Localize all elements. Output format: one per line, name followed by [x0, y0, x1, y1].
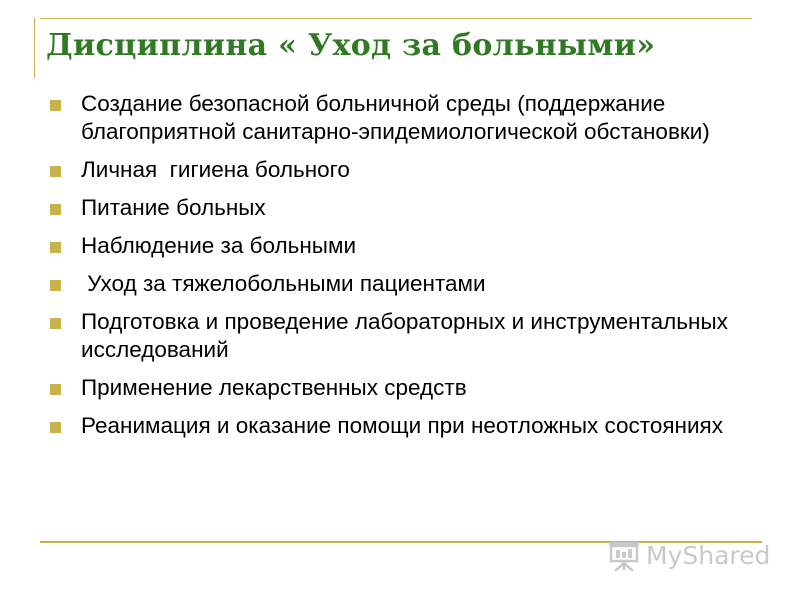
- top-divider: [40, 18, 752, 19]
- bullet-list: [47, 90, 757, 450]
- watermark-text: MyShared: [646, 541, 771, 570]
- bullet-item: [47, 194, 757, 222]
- square-bullet-icon: [50, 280, 61, 291]
- left-divider: [34, 18, 35, 78]
- square-bullet-icon: [50, 422, 61, 433]
- square-bullet-icon: [50, 318, 61, 329]
- bullet-text: Подготовка и проведение лабораторных и инструментальных исследований: [81, 309, 735, 362]
- bullet-item: [47, 412, 757, 440]
- square-bullet-icon: [50, 204, 61, 215]
- bullet-text: Питание больных: [81, 195, 266, 220]
- square-bullet-icon: [50, 166, 61, 177]
- bullet-item: [47, 90, 757, 146]
- bullet-text: Наблюдение за больными: [81, 233, 357, 258]
- bullet-text: Реанимация и оказание помощи при неотложных состояниях: [81, 413, 723, 438]
- bullet-item: [47, 308, 757, 364]
- square-bullet-icon: [50, 100, 61, 111]
- bullet-text: Создание безопасной больничной среды (поддержание благоприятной санитарно-эпидемиологической обстановки): [81, 91, 710, 144]
- square-bullet-icon: [50, 242, 61, 253]
- bullet-item: [47, 374, 757, 402]
- bullet-item: [47, 232, 757, 260]
- bullet-item: [47, 270, 757, 298]
- slide-title: Дисциплина « Уход за больными»: [46, 28, 656, 63]
- projector-screen-icon: [606, 539, 642, 573]
- square-bullet-icon: [50, 384, 61, 395]
- bullet-text: Уход за тяжелобольными пациентами: [81, 271, 486, 296]
- bullet-text: Применение лекарственных средств: [81, 375, 467, 400]
- bullet-text: Личная гигиена больного: [81, 157, 350, 182]
- bullet-item: [47, 156, 757, 184]
